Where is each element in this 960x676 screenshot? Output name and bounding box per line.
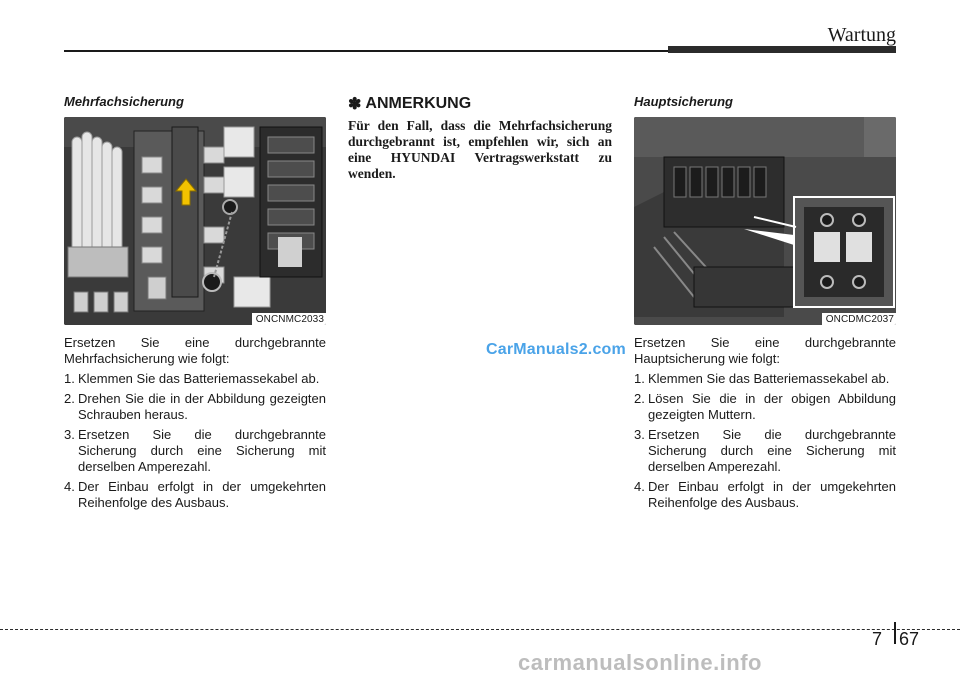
photo-code: ONCDMC2037 (822, 313, 896, 325)
footer-site-link[interactable]: carmanualsonline.info (518, 650, 762, 675)
page-number: 67 (899, 629, 920, 649)
step-number: 1. (634, 371, 645, 386)
main-fuse-photo (634, 117, 896, 325)
watermark-link[interactable]: CarManuals2.com (486, 341, 626, 358)
intro-text: Ersetzen Sie eine durchgebrannte Mehrfachsicherung wie folgt: (64, 335, 326, 366)
step-number: 2. (64, 391, 75, 406)
list-item (634, 427, 896, 475)
list-item (64, 479, 326, 511)
column-multi-fuse (64, 94, 326, 515)
section-title-multi-fuse: Mehrfachsicherung (64, 94, 184, 109)
steps-list (64, 371, 326, 511)
list-item (64, 427, 326, 475)
chapter-number: 7 (872, 629, 883, 649)
note-star-icon: ✽ (348, 96, 362, 113)
section-title-main-fuse: Hauptsicherung (634, 94, 733, 109)
step-number: 1. (64, 371, 75, 386)
column-main-fuse (634, 94, 896, 515)
list-item (634, 371, 896, 387)
step-number: 4. (634, 479, 645, 494)
footer-rule (0, 629, 960, 630)
steps-list (634, 371, 896, 511)
header-rule-thick (668, 46, 896, 53)
step-text: Klemmen Sie das Batteriemassekabel ab. (78, 371, 320, 386)
step-number: 2. (634, 391, 645, 406)
step-number: 3. (64, 427, 75, 442)
header-rule-thin (64, 50, 674, 52)
step-text: Drehen Sie die in der Abbildung gezeigten Schrauben heraus. (78, 391, 326, 422)
step-text: Lösen Sie die in der obigen Abbildung gezeigten Muttern. (648, 391, 896, 422)
list-item (634, 391, 896, 423)
step-number: 3. (634, 427, 645, 442)
note-title: ANMERKUNG (365, 95, 472, 112)
main-fuse-illustration (634, 117, 896, 325)
page-header-title: Wartung (827, 24, 896, 46)
column-note (348, 94, 612, 182)
list-item (64, 391, 326, 423)
step-text: Der Einbau erfolgt in der umgekehrten Reihenfolge des Ausbaus. (648, 479, 896, 510)
note-text: Für den Fall, dass die Mehrfachsicherung durchgebrannt ist, empfehlen wir, sich an eine HYUNDAI Vertragswerkstatt zu wenden. (348, 118, 612, 181)
intro-text: Ersetzen Sie eine durchgebrannte Hauptsicherung wie folgt: (634, 335, 896, 366)
step-text: Ersetzen Sie die durchgebrannte Sicherung durch eine Sicherung mit derselben Amperezahl. (648, 427, 896, 474)
step-number: 4. (64, 479, 75, 494)
photo-code: ONCNMC2033 (252, 313, 326, 325)
fuse-box-photo (64, 117, 326, 325)
list-item (634, 479, 896, 511)
step-text: Ersetzen Sie die durchgebrannte Sicherung durch eine Sicherung mit derselben Amperezahl. (78, 427, 326, 474)
footer-divider (894, 622, 896, 644)
step-text: Der Einbau erfolgt in der umgekehrten Reihenfolge des Ausbaus. (78, 479, 326, 510)
fuse-box-illustration (64, 117, 326, 325)
note-heading (348, 94, 612, 114)
step-text: Klemmen Sie das Batteriemassekabel ab. (648, 371, 890, 386)
list-item (64, 371, 326, 387)
